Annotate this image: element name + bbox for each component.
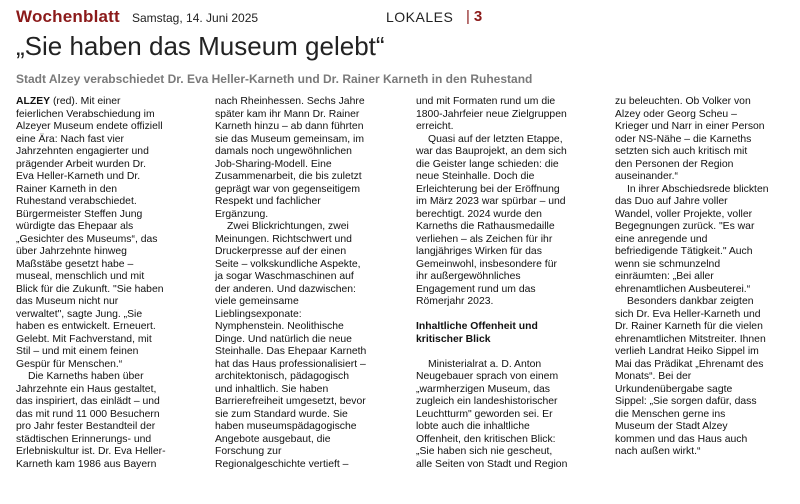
text-line: Ergänzung. (215, 208, 269, 220)
article-column-4 (615, 96, 797, 459)
text-line: verliehen – als Zeichen für ihr (416, 233, 553, 245)
text-line: die Geister lange schieden: die (416, 158, 559, 170)
text-line: setzten sich auch kritisch mit (615, 146, 748, 157)
text-line: Begegnungen zurück. "Es war (615, 221, 755, 232)
text-line: Neugebauer sprach von einem (416, 371, 559, 382)
text-line: Seite – volkskundliche Aspekte, (215, 258, 361, 270)
spacer (416, 309, 604, 322)
paragraph-9 (615, 184, 797, 297)
text-line: Zwei Blickrichtungen, zwei (227, 221, 349, 232)
text-line: Wandel, voller Projekte, voller (615, 208, 753, 220)
text-line: neue Steinhalle. Doch die (416, 171, 535, 182)
text-line: Erlebniskultur ist. Dr. Eva Heller- (16, 446, 166, 457)
text-line: Krieger und Narr in einer Person (615, 121, 765, 132)
text-line: befriedigende Tätigkeit." Auch (615, 246, 753, 257)
text-line: Sippel: „Sie sorgen dafür, dass (615, 396, 757, 407)
text-line: erreicht. (416, 121, 454, 132)
paragraph-6 (416, 134, 604, 309)
text-line: Forschung zur (215, 446, 282, 457)
text-line: damals noch ungewöhnlichen (215, 146, 352, 157)
text-line: Karneths die Rathausmedaille (416, 221, 555, 232)
text-line: eine anregende und (615, 233, 708, 245)
text-line: wenn sie schmunzelnd (615, 258, 721, 270)
text-line: Lieblingsexponate: (215, 308, 302, 320)
text-line: Ruhestand verabschiedet. (16, 196, 137, 207)
text-line: der anderen. Und dazwischen: (215, 283, 356, 295)
text-line: In ihrer Abschiedsrede blickten (627, 183, 769, 195)
text-line: sich Dr. Eva Heller-Karneth und (615, 308, 761, 320)
text-line: alle Seiten von Stadt und Region (416, 458, 568, 470)
text-line: (red). Mit einer (50, 96, 121, 107)
article-column-2 (215, 96, 403, 471)
text-line: Job-Sharing-Modell. Eine (215, 158, 332, 170)
text-line: den Personen der Region (615, 158, 734, 170)
dateline: ALZEY (16, 96, 51, 107)
text-line: ihr außergewöhnliches (416, 271, 521, 282)
article-headline: „Sie haben das Museum gelebt“ (16, 31, 385, 61)
text-line: Barrierefreiheit umgesetzt, bevor (215, 396, 366, 407)
paragraph-1 (16, 96, 204, 371)
text-line: das Museum nicht nur (16, 296, 119, 307)
text-line: Mai das Prädikat „Ehrenamt des (615, 358, 764, 370)
text-line: Gespür für Menschen.“ (16, 358, 123, 370)
text-line: nach Rheinhessen. Sechs Jahre (215, 96, 365, 107)
text-line: Meinungen. Richtschwert und (215, 233, 352, 245)
text-line: Die Karneths haben über (28, 371, 144, 382)
text-line: prägender Arbeit wurden Dr. (16, 158, 146, 170)
text-line: oder NS-Nähe – die Karneths (615, 133, 752, 145)
page-number (466, 8, 482, 25)
text-line: Ministerialrat a. D. Anton (428, 358, 542, 370)
text-line: Inhaltliche Offenheit und (416, 321, 538, 332)
text-line: Regionalgeschichte vertieft – (215, 458, 349, 470)
text-line: architektonisch, pädagogisch (215, 371, 350, 382)
page-number-value: 3 (473, 8, 483, 25)
text-line: sie das Museum gemeinsam, im (215, 133, 364, 145)
text-line: Leuchtturm" geworden sei. Er (416, 408, 553, 420)
text-line: ja sogar Waschmaschinen auf (215, 271, 354, 282)
masthead (16, 7, 796, 33)
text-line: Jahrzehnte ein Haus gestaltet, (16, 383, 157, 395)
text-line: Karneth kam 1986 aus Bayern (16, 458, 157, 470)
text-line: Angebote ausgebaut, die (215, 433, 331, 445)
text-line: Karneth hinzu – ab dann führten (215, 121, 364, 132)
paragraph-5 (416, 96, 604, 134)
text-line: ehrenamtlichen Mitstreiter. Ihnen (615, 333, 766, 345)
text-line: kommen und das Haus auch (615, 433, 748, 445)
text-line: Rainer Karneth in den (16, 183, 118, 195)
text-line: Blick für die Zukunft. "Sie haben (16, 283, 164, 295)
text-line: Nymphenstein. Neolithische (215, 321, 344, 332)
text-line: feierlichen Verabschiedung im (16, 108, 155, 120)
text-line: lobte auch die inhaltliche (416, 421, 530, 432)
paragraph-3 (215, 96, 403, 221)
text-line: Dinge. Und natürlich die neue (215, 333, 352, 345)
text-line: Erleichterung bei der Eröffnung (416, 183, 560, 195)
text-line: Zusammenarbeit, die bis zuletzt (215, 171, 362, 182)
text-line: pro Jahr fester Bestandteil der (16, 421, 156, 432)
text-line: Maßstäbe gesetzt habe – (16, 258, 134, 270)
text-line: Gemeinwohl, insbesondere für (416, 258, 557, 270)
text-line: das inspiriert, das einlädt – und (16, 396, 160, 407)
text-line: städtischen Erinnerungs- und (16, 433, 152, 445)
article-subhead (416, 321, 604, 346)
text-line: würdigte das Ehepaar als (16, 221, 134, 232)
article-column-1 (16, 96, 204, 471)
paragraph-4 (215, 221, 403, 471)
text-line: geprägt war von gegenseitigem (215, 183, 360, 195)
text-line: Quasi auf der letzten Etappe, (428, 133, 563, 145)
text-line: sie zum Standard wurde. Sie (215, 408, 348, 420)
text-line: zugleich ein landeshistorischer (416, 396, 558, 407)
text-line: viele gemeinsame (215, 296, 299, 307)
text-line: Dr. Rainer Karneth für die vielen (615, 321, 763, 332)
text-line: später kam ihr Mann Dr. Rainer (215, 108, 360, 120)
text-line: verwaltet", sagte Jung. „Sie (16, 308, 143, 320)
paragraph-7 (416, 359, 604, 472)
text-line: verlieh Landrat Heiko Sippel im (615, 346, 759, 357)
text-line: Engagement rund um das (416, 283, 536, 295)
paragraph-8 (615, 96, 797, 184)
text-line: Eva Heller-Karneth und Dr. (16, 171, 141, 182)
text-line: im März 2023 war spürbar – und (416, 196, 566, 207)
text-line: berechtigt. 2024 wurde den (416, 208, 542, 220)
text-line: nach außen wirkt.“ (615, 446, 701, 457)
text-line: haben museumspädagogische (215, 421, 357, 432)
text-line: einräumten: „Bei aller (615, 271, 714, 282)
text-line: eine Ära: Nach fast vier (16, 133, 124, 145)
text-line: Römerjahr 2023. (416, 296, 494, 307)
text-line: Jahrzehnten engagierter und (16, 146, 149, 157)
text-line: und inhaltlich. Sie haben (215, 383, 329, 395)
separator: | (466, 8, 470, 25)
text-line: Museum der Stadt Alzey (615, 421, 728, 432)
text-line: 1800-Jahrfeier neue Zielgruppen (416, 108, 567, 120)
article-column-3 (416, 96, 604, 471)
paragraph-2 (16, 371, 204, 471)
text-line: „warmherzigen Museum, das (416, 383, 550, 395)
text-line: Druckerpresse auf der einen (215, 246, 347, 257)
text-line: Alzey oder Georg Scheu – (615, 108, 737, 120)
text-line: das mit rund 11 000 Besuchern (16, 408, 160, 420)
text-line: Bürgermeister Steffen Jung (16, 208, 143, 220)
newspaper-brand: Wochenblatt (16, 7, 120, 26)
text-line: Urkundenübergabe sagte (615, 383, 733, 395)
text-line: Offenheit, den kritischen Blick: (416, 433, 556, 445)
article-subheadline: Stadt Alzey verabschiedet Dr. Eva Heller-Karneth und Dr. Rainer Karneth in den Ruhestand (16, 72, 533, 86)
text-line: das Duo auf Jahre voller (615, 196, 728, 207)
text-line: zu beleuchten. Ob Volker von (615, 96, 751, 107)
text-line: die Menschen gerne ins (615, 408, 726, 420)
section-label: LOKALES (386, 9, 454, 25)
text-line: über Jahrzehnte hinweg (16, 246, 127, 257)
text-line: museal, menschlich und mit (16, 271, 145, 282)
text-line: Alzeyer Museum endete offiziell (16, 121, 163, 132)
text-line: und mit Formaten rund um die (416, 96, 556, 107)
text-line: kritischer Blick (416, 333, 491, 345)
text-line: hat das Haus professionalisiert – (215, 358, 366, 370)
text-line: Monats“. Bei der (615, 371, 692, 382)
text-line: Gelebt. Mit Fachverstand, mit (16, 333, 152, 345)
text-line: „Gesichter des Museums“, das (16, 233, 158, 245)
text-line: langjähriges Wirken für das (416, 246, 542, 257)
paragraph-10 (615, 296, 797, 459)
text-line: haben es entwickelt. Erneuert. (16, 321, 156, 332)
text-line: war das Bauprojekt, an dem sich (416, 146, 567, 157)
text-line: Steinhalle. Das Ehepaar Karneth (215, 346, 367, 357)
text-line: Respekt und fachlicher (215, 196, 321, 207)
issue-date: Samstag, 14. Juni 2025 (132, 11, 259, 25)
col1-lines-a (16, 96, 204, 371)
text-line: ehrenamtlichen Ausbeuterei.“ (615, 283, 751, 295)
text-line: „Sie haben sich nie gescheut, (416, 446, 553, 457)
spacer (416, 346, 604, 359)
text-line: auseinander.“ (615, 171, 678, 182)
text-line: Besonders dankbar zeigten (627, 296, 754, 307)
text-line: Stil – und mit einem feinen (16, 346, 139, 357)
